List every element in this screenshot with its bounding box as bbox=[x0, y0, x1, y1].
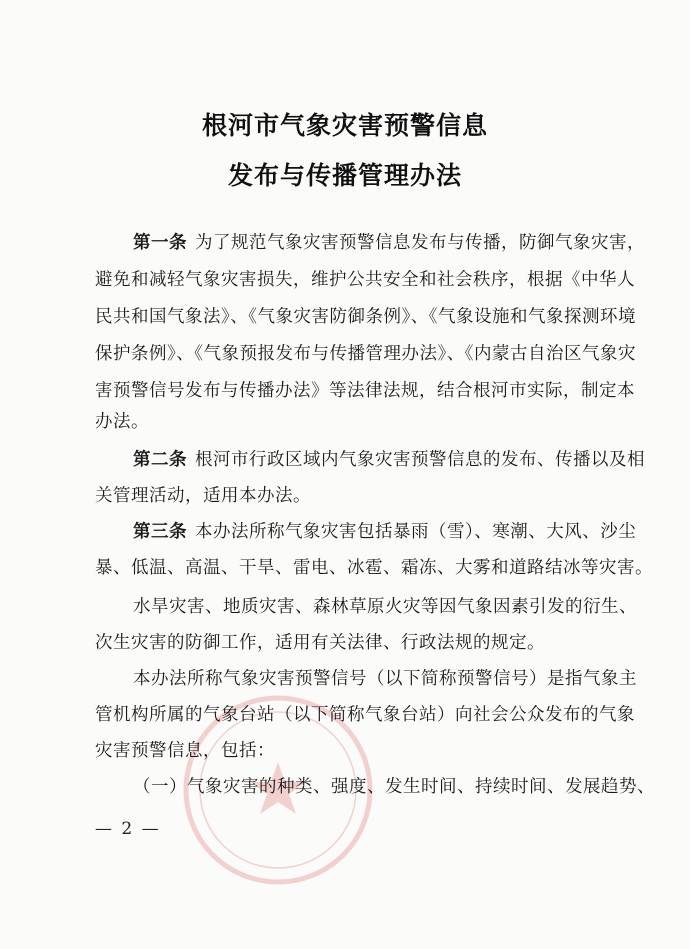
article-1-label: 第一条 bbox=[133, 233, 187, 253]
document-title-line-2: 发布与传播管理办法 bbox=[227, 161, 462, 190]
article-2-text-1: 根河市行政区域内气象灾害预警信息的发布、传播以及相 bbox=[195, 450, 645, 470]
article-1-line-6: 办法。 bbox=[95, 412, 149, 432]
page-number: — 2 — bbox=[95, 819, 161, 839]
paragraph-5-line-1: 本办法所称气象灾害预警信号（以下简称预警信号）是指气象主 bbox=[133, 669, 637, 689]
article-2-line-2: 关管理活动，适用本办法。 bbox=[95, 486, 311, 506]
article-1-line-5: 害预警信号发布与传播办法》等法律法规，结合根河市实际，制定本 bbox=[95, 381, 635, 401]
article-1-line-4: 保护条例》、《气象预报发布与传播管理办法》、《内蒙古自治区气象灾 bbox=[95, 344, 636, 364]
article-3-text-1: 本办法所称气象灾害包括暴雨（雪）、寒潮、大风、沙尘 bbox=[195, 522, 637, 542]
article-3-label: 第三条 bbox=[133, 522, 187, 542]
article-3-line-2: 暴、低温、高温、干旱、雷电、冰雹、霜冻、大雾和道路结冰等灾害。 bbox=[95, 558, 653, 578]
article-2-label: 第二条 bbox=[133, 450, 187, 470]
paragraph-4-line-1: 水旱灾害、地质灾害、森林草原火灾等因气象因素引发的衍生、 bbox=[133, 597, 637, 617]
article-1-text-1: 为了规范气象灾害预警信息发布与传播，防御气象灾害， bbox=[195, 233, 645, 253]
item-1-line-1: （一）气象灾害的种类、强度、发生时间、持续时间、发展趋势、 bbox=[133, 777, 655, 797]
article-2-line-1 bbox=[133, 446, 645, 471]
paragraph-5-line-3: 灾害预警信息，包括： bbox=[95, 741, 275, 761]
article-1-line-3: 民共和国气象法》、《气象灾害防御条例》、《气象设施和气象探测环境 bbox=[95, 307, 636, 327]
article-1-line-1 bbox=[133, 229, 645, 254]
paragraph-5-line-2: 管机构所属的气象台站（以下简称气象台站）向社会公众发布的气象 bbox=[95, 705, 635, 725]
document-title-line-1: 根河市气象灾害预警信息 bbox=[201, 111, 488, 140]
paragraph-4-line-2: 次生灾害的防御工作，适用有关法律、行政法规的规定。 bbox=[95, 633, 545, 653]
article-3-line-1 bbox=[133, 518, 635, 543]
article-1-line-2: 避免和减轻气象灾害损失，维护公共安全和社会秩序，根据《中华人 bbox=[95, 270, 635, 290]
